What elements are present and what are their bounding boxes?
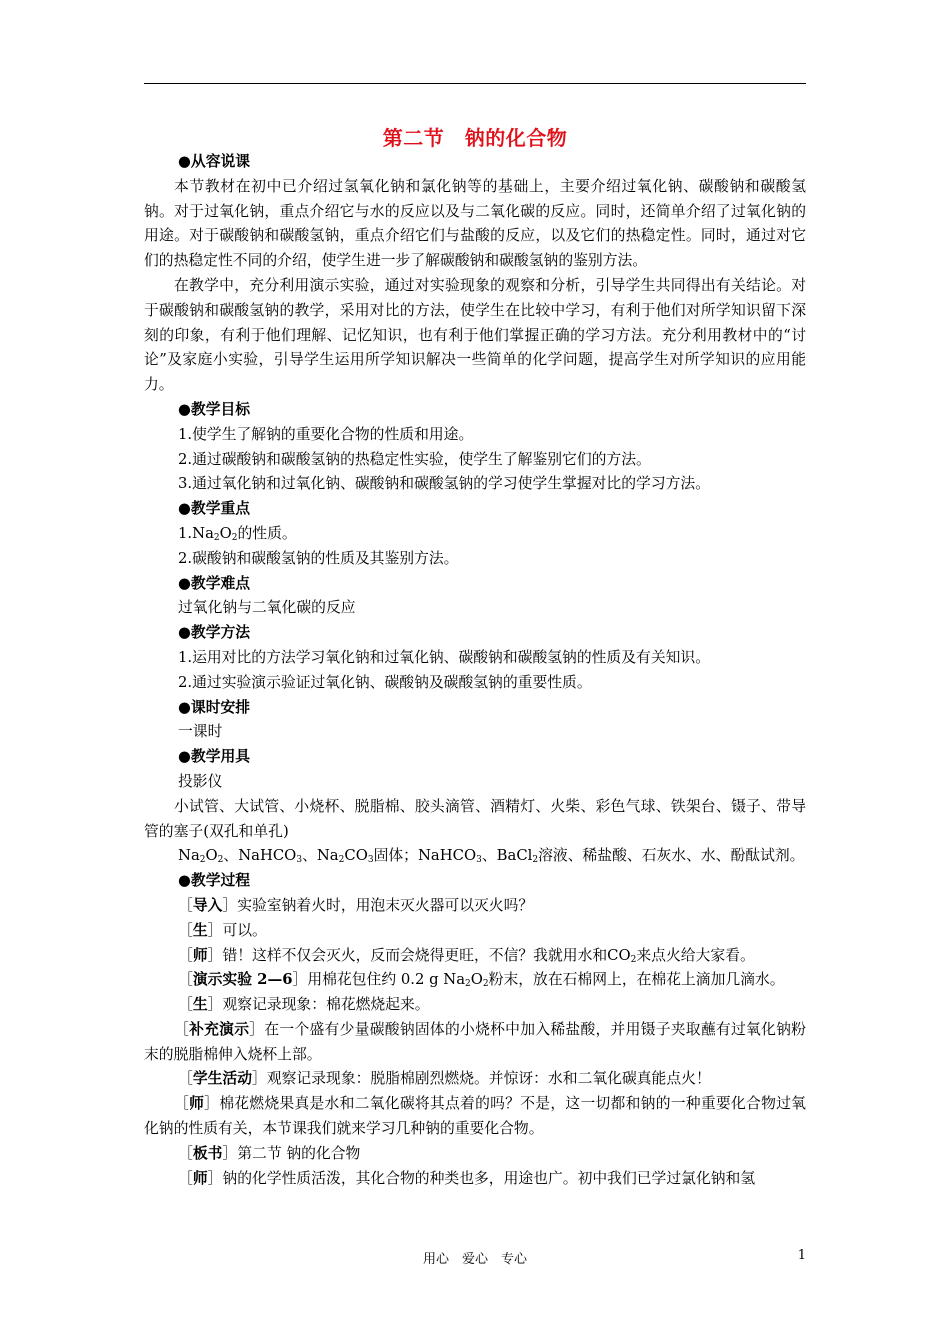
heading-difficulty: ●教学难点 [178,574,251,592]
dialogue-line: ［生］观察记录现象：棉花燃烧起来。 [178,996,430,1014]
list-item: 2.通过碳酸钠和碳酸氢钠的热稳定性实验，使学生了解鉴别它们的方法。 [178,450,651,468]
heading-intro: ●从容说课 [178,153,251,170]
text-line: 投影仪 [178,772,223,790]
dialogue-line: ［学生活动］观察记录现象：脱脂棉剧烈燃烧。并惊讶：水和二氧化碳真能点火！ [178,1070,711,1088]
list-item: 2.通过实验演示验证过氧化钠、碳酸钠及碳酸氢钠的重要性质。 [178,673,592,691]
page-number: 1 [797,1248,806,1263]
dialogue-line: ［补充演示］在一个盛有少量碳酸钠固体的小烧杯中加入稀盐酸，并用镊子夹取蘸有过氧化钠粉末的脱脂棉伸入烧杯上部。 [144,1020,806,1063]
document-body [144,150,806,1191]
heading-process: ●教学过程 [178,872,251,890]
list-item: 1.运用对比的方法学习氧化钠和过氧化钠、碳酸钠和碳酸氢钠的性质及有关知识。 [178,648,711,666]
heading-objectives: ●教学目标 [178,400,251,418]
dialogue-line: ［板书］第二节 钠的化合物 [178,1144,361,1162]
header-rule [144,83,806,84]
dialogue-line: ［师］钠的化学性质活泼，其化合物的种类也多，用途也广。初中我们已学过氯化钠和氢 [178,1169,756,1187]
text-line: 一课时 [178,723,223,741]
list-item: 3.通过氧化钠和过氧化钠、碳酸钠和碳酸氢钠的学习使学生掌握对比的学习方法。 [178,475,711,493]
paragraph: 在教学中，充分利用演示实验，通过对实验现象的观察和分析，引导学生共同得出有关结论。对于碳酸钠和碳酸氢钠的教学，采用对比的方法，使学生在比较中学习，有利于他们对所学知识留下深刻的印象，有利于他们理解、记忆知识，也有利于他们掌握正确的学习方法。充分利用教材中的“讨论”及家庭小实验，引导学生运用所学知识解决一些简单的化学问题，提高学生对所学知识的应用能力。 [144,276,806,394]
dialogue-line: ［师］棉花燃烧果真是水和二氧化碳将其点着的吗？不是，这一切都和钠的一种重要化合物过氧化钠的性质有关，本节课我们就来学习几种钠的重要化合物。 [144,1095,806,1138]
text-line: $Na_2O_2$、NaHCO$_3$、$Na_2CO_3$固体；NaHCO$_3$、BaCl$_2$溶液、稀盐酸、石灰水、水、酚酞试剂。 [178,847,805,866]
paragraph: 小试管、大试管、小烧杯、脱脂棉、胶头滴管、酒精灯、火柴、彩色气球、铁架台、镊子、带导管的塞子(双孔和单孔) [144,797,806,840]
dialogue-line: ［导入］实验室钠着火时，用泡末灭火器可以灭火吗？ [178,896,534,914]
dialogue-line: ［师］错！这样不仅会灭火，反而会烧得更旺，不信？我就用水和$CO_2$来点火给大家看。 [178,946,755,965]
footer-motto: 用心 爱心 专心 [422,1252,527,1267]
list-item: $1.Na_2O_2$的性质。 [178,524,297,543]
list-item: 1.使学生了解钠的重要化合物的性质和用途。 [178,425,474,443]
text-line: 过氧化钠与二氧化碳的反应 [178,599,356,617]
dialogue-line: ［生］可以。 [178,921,267,939]
paragraph: 本节教材在初中已介绍过氢氧化钠和氯化钠等的基础上，主要介绍过氧化钠、碳酸钠和碳酸氢钠。对于过氧化钠，重点介绍它与水的反应以及与二氧化碳的反应。同时，还简单介绍了过氧化钠的用途。对于碳酸钠和碳酸氢钠，重点介绍它们与盐酸的反应，以及它们的热稳定性。同时，通过对它们的热稳定性不同的介绍，使学生进一步了解碳酸钠和碳酸氢钠的鉴别方法。 [144,177,806,270]
dialogue-line: ［演示实验 2—6］用棉花包住约 0.2 g $Na_2O_2$粉末，放在石棉网上，在棉花上滴加几滴水。 [178,971,785,990]
list-item: 2.碳酸钠和碳酸氢钠的性质及其鉴别方法。 [178,549,459,567]
heading-materials: ●教学用具 [178,748,251,766]
section-title: 第二节 钠的化合物 [382,126,568,150]
heading-schedule: ●课时安排 [178,698,251,716]
heading-key-points: ●教学重点 [178,500,251,518]
heading-methods: ●教学方法 [178,624,251,642]
